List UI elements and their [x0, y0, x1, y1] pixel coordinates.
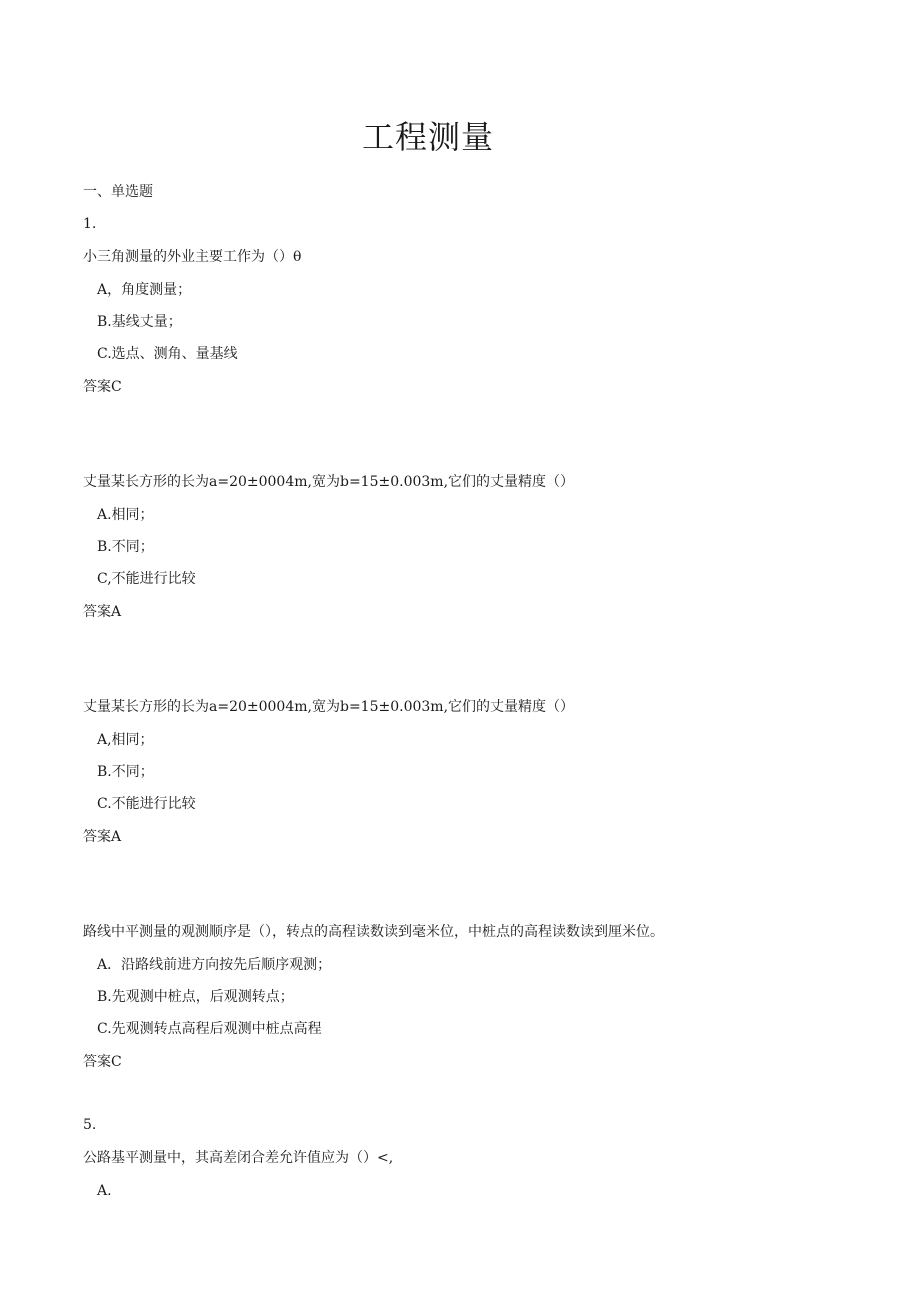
question-number: 5.: [83, 1117, 97, 1133]
question-option: B.基线丈量；: [97, 314, 182, 330]
question-option: A．沿路线前进方向按先后顺序观测；: [97, 957, 332, 973]
question-stem: 丈量某长方形的长为a=20±0004m,宽为b=15±0.003m,它们的丈量精度（）: [83, 699, 575, 715]
question-option: C,不能进行比较: [97, 571, 196, 587]
question-option: A.: [97, 1183, 112, 1199]
question-option: B.不同；: [97, 539, 154, 555]
question-stem: 路线中平测量的观测顺序是（），转点的高程读数读到毫米位，中桩点的高程读数读到厘米位。: [83, 924, 664, 940]
question-answer: 答案A: [83, 604, 122, 620]
question-stem: 公路基平测量中，其高差闭合差允许值应为（）<,: [83, 1150, 394, 1166]
document-title: 工程测量: [361, 118, 494, 157]
question-number: 1.: [83, 216, 97, 232]
question-option: C.不能进行比较: [97, 796, 196, 812]
question-answer: 答案C: [83, 379, 122, 395]
section-heading: 一、单选题: [83, 184, 153, 200]
question-option: C.选点、测角、量基线: [97, 346, 238, 362]
question-stem: 小三角测量的外业主要工作为（）θ: [83, 249, 302, 265]
question-option: A,相同；: [97, 732, 154, 748]
question-option: A.相同；: [97, 507, 154, 523]
question-answer: 答案A: [83, 829, 122, 845]
question-option: B.先观测中桩点，后观测转点；: [97, 989, 294, 1005]
question-option: A，角度测量；: [97, 282, 192, 298]
question-stem: 丈量某长方形的长为a=20±0004m,宽为b=15±0.003m,它们的丈量精度（）: [83, 474, 575, 490]
question-option: C.先观测转点高程后观测中桩点高程: [97, 1021, 322, 1037]
question-answer: 答案C: [83, 1054, 122, 1070]
question-option: B.不同；: [97, 764, 154, 780]
